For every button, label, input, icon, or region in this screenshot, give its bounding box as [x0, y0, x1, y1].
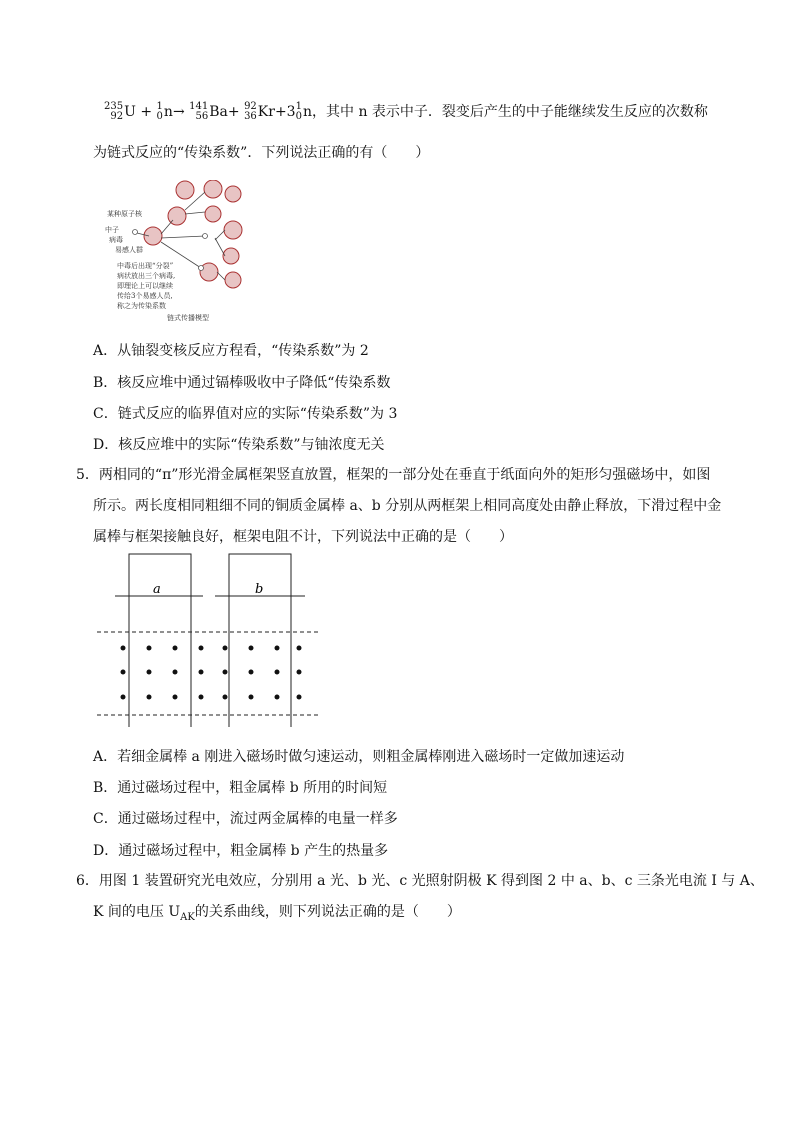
- frame-b: [229, 554, 291, 727]
- q5-option-d: D．通过磁场过程中，粗金属棒 b 产生的热量多: [93, 843, 389, 859]
- field-dots: [121, 646, 302, 700]
- reaction-arrow: →: [172, 104, 185, 120]
- plus-three: +3: [274, 104, 296, 120]
- u-isotope: 235 92: [104, 101, 124, 122]
- fig-note-4: 传给3个易感人员,: [117, 292, 173, 300]
- chain-model-figure: [105, 180, 255, 322]
- fig-label-nucleus: 某种原子核: [107, 210, 142, 218]
- fig-note-3: 即理论上可以继续: [117, 282, 173, 290]
- kr-isotope: 92 36: [244, 101, 257, 122]
- magnetic-field-figure: [95, 552, 325, 727]
- q5-line3: 属棒与框架接触良好，框架电阻不计，下列说法中正确的是（ ）: [93, 529, 513, 545]
- q6-line2-post: 的关系曲线，则下列说法正确的是（ ）: [194, 904, 461, 920]
- q5-option-c: C．通过磁场过程中，流过两金属棒的电量一样多: [93, 811, 398, 827]
- q5-line2: 所示。两长度相同粗细不同的铜质金属棒 a、b 分别从两框架上相同高度处由静止释放，下滑过程中金: [93, 498, 722, 514]
- neutron-isotope-2: 1 0: [295, 101, 302, 122]
- fig-label-susceptible: 易感人群: [115, 246, 143, 254]
- q5-line1: 5．两相同的“π”形光滑金属框架竖直放置，框架的一部分处在垂直于纸面向外的矩形匀强磁场中，如图: [76, 467, 711, 483]
- plus-sign: +: [140, 104, 153, 120]
- kr-symbol: Kr: [257, 104, 275, 120]
- q6-line2-pre: K 间的电压 U: [93, 904, 181, 920]
- q5-option-a: A．若细金属棒 a 刚进入磁场时做匀速运动，则粗金属棒刚进入磁场时一定做加速运动: [93, 749, 625, 765]
- frame-a: [129, 554, 191, 727]
- n-symbol: n: [163, 104, 173, 120]
- fig-note-1: 中毒后出现“分裂”: [117, 262, 174, 270]
- q6-line2: [93, 902, 461, 928]
- q4-line2: 为链式反应的“传染系数”．下列说法正确的有（ ）: [93, 145, 430, 161]
- ba-isotope: 141 56: [189, 101, 209, 122]
- neutron-isotope: 1 0: [156, 101, 163, 122]
- n-symbol: n: [302, 104, 312, 120]
- fig-note-5: 称之为传染系数: [117, 302, 166, 310]
- u-symbol: U: [124, 104, 136, 120]
- fig-label-neutron: 中子: [105, 226, 119, 234]
- rod-a-label: a: [153, 582, 161, 597]
- rod-b-label: b: [255, 582, 264, 597]
- q5-option-b: B．通过磁场过程中，粗金属棒 b 所用的时间短: [93, 780, 388, 796]
- plus-sign: +: [227, 104, 240, 120]
- fig-note-2: 病状放出三个病毒,: [117, 272, 176, 280]
- q4-option-a: A．从铀裂变核反应方程看，“传染系数”为 2: [93, 343, 369, 359]
- q4-equation-line: [104, 102, 708, 122]
- q4-option-b: B．核反应堆中通过镉棒吸收中子降低“传染系数: [93, 375, 391, 391]
- q4-option-d: D．核反应堆中的实际“传染系数”与铀浓度无关: [93, 437, 385, 453]
- fig-label-virus: 病毒: [109, 236, 123, 244]
- ba-symbol: Ba: [209, 104, 228, 120]
- q4-option-c: C．链式反应的临界值对应的实际“传染系数”为 3: [93, 406, 398, 422]
- fig-caption: 链式传播模型: [167, 314, 209, 322]
- q4-text: ，其中 n 表示中子．裂变后产生的中子能继续发生反应的次数称: [312, 104, 708, 120]
- q6-uak-subscript: AK: [180, 911, 195, 923]
- q6-line1: 6．用图 1 装置研究光电效应，分别用 a 光、b 光、c 光照射阴极 K 得到图 2 中 a、b、c 三条光电流 I 与 A、: [76, 873, 764, 889]
